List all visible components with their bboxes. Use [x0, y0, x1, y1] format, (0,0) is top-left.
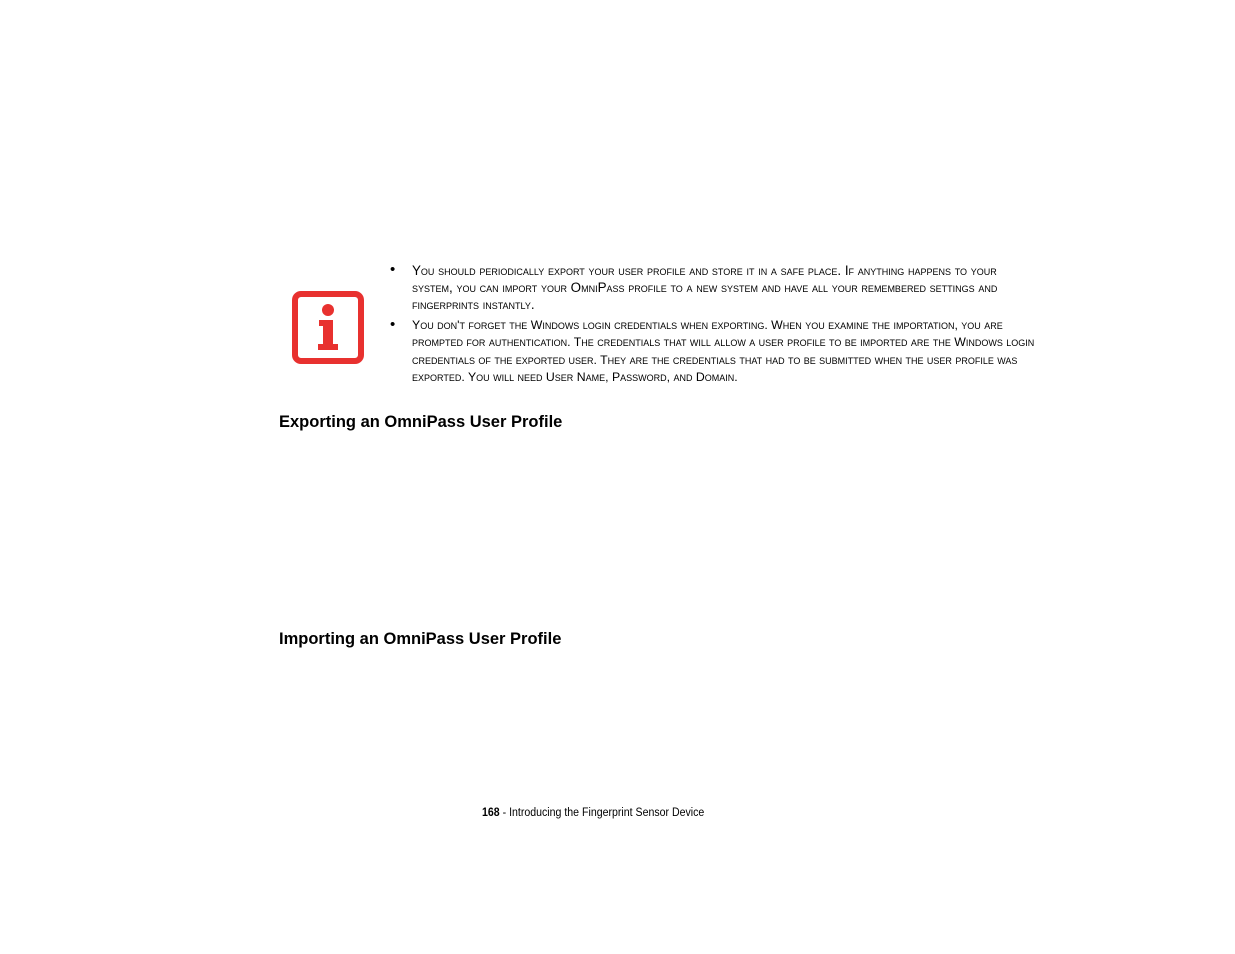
export-section-heading: Exporting an OmniPass User Profile — [279, 413, 563, 431]
page-footer — [482, 806, 704, 821]
info-icon — [292, 291, 364, 364]
footer-title: Introducing the Fingerprint Sensor Device — [509, 807, 705, 819]
bullet-icon: • — [390, 261, 396, 278]
note-text: You should periodically export your user profile and store it in a safe place. If anything happens to your system, you can import your OmniPass profile to a new system and have all your remembered settings and fingerprints instantly. — [412, 263, 998, 312]
note-item — [390, 317, 1040, 386]
footer-separator: - — [499, 807, 510, 819]
bullet-icon: • — [390, 316, 396, 333]
import-section-heading: Importing an OmniPass User Profile — [279, 630, 562, 648]
note-text: You don't forget the Windows login credentials when exporting. When you examine the importation, you are prompted for authentication. The credentials that will allow a user profile to be imported are the Windows login credentials of the exported user. They are the credentials that had to be submitted when the user profile was exported. You will need User Name, Password, and Domain. — [412, 318, 1035, 384]
note-item — [390, 262, 1040, 313]
page-number: 168 — [482, 807, 500, 819]
note-list — [390, 262, 1040, 386]
